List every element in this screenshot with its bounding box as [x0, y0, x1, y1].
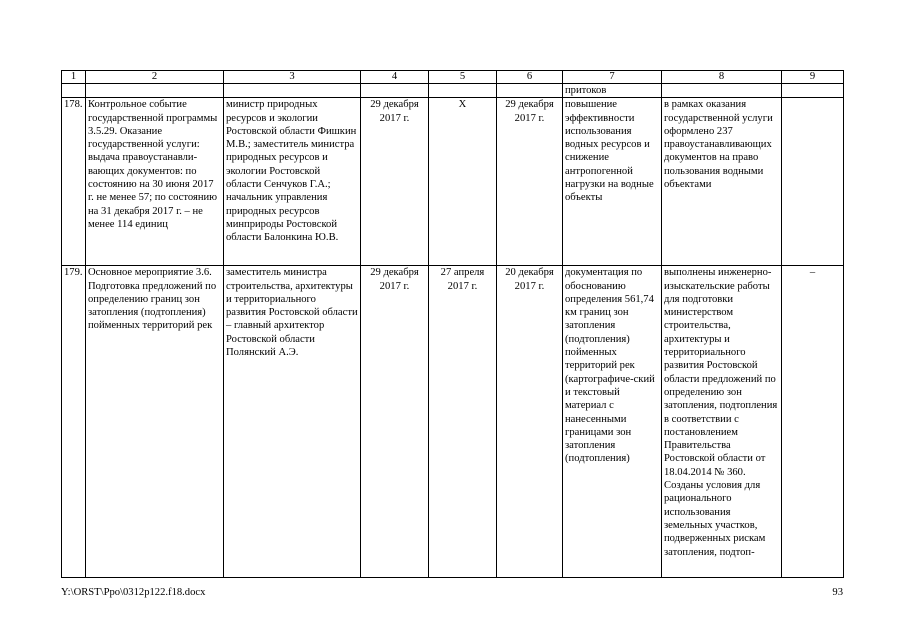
page-number: 93	[832, 587, 843, 598]
expected-result: документация по обоснованию определения 561,74 км границ зон затопления (подтопления) пойменных территорий рек (картографиче-ский и текстовый материал с нанесенными границами зон затопления (подтопления)	[563, 266, 662, 578]
actual-end-date: 29 декабря 2017 г.	[497, 98, 563, 266]
column-header: 2	[86, 71, 224, 84]
notes-cell: –	[782, 266, 844, 578]
table-cell	[361, 84, 429, 98]
column-header: 7	[563, 71, 662, 84]
notes-cell	[782, 98, 844, 266]
event-description: Основное мероприятие 3.6. Подготовка предложений по определению границ зон затопления (подтопления) пойменных территорий рек	[86, 266, 224, 578]
actual-start-date: Х	[429, 98, 497, 266]
event-description: Контрольное событие государственной программы 3.5.29. Оказание государственной услуги: выдача правоустанавли-вающих документов: по состоянию на 30 июня 2017 г. не менее 57; по состоянию на 31 декабря 2017 г. – не менее 114 единиц	[86, 98, 224, 266]
table-cell	[782, 84, 844, 98]
table-cell	[497, 84, 563, 98]
table-cell	[86, 84, 224, 98]
actual-result: выполнены инженерно-изыскательские работы для подготовки министерством строительства, архитектуры и территориального развития Ростовской области предложений по определению зон затопления, подтопления в соответствии с постановлением Правительства Ростовской области от 18.04.2014 № 360. Созданы условия для рационального использования земельных участков, подверженных рискам затопления, подтоп-	[662, 266, 782, 578]
table-row	[62, 266, 844, 578]
column-header: 4	[361, 71, 429, 84]
column-header: 3	[224, 71, 361, 84]
actual-result: в рамках оказания государственной услуги оформлено 237 правоустанавливающих документов на право пользования водными объектами	[662, 98, 782, 266]
column-header: 1	[62, 71, 86, 84]
actual-start-date: 27 апреля 2017 г.	[429, 266, 497, 578]
expected-result: повышение эффективности использования водных ресурсов и снижение антропогенной нагрузки на водные объекты	[563, 98, 662, 266]
responsible-persons: заместитель министра строительства, архитектуры и территориального развития Ростовской области – главный архитектор Ростовской области Полянский А.Э.	[224, 266, 361, 578]
planned-date: 29 декабря 2017 г.	[361, 266, 429, 578]
column-header: 6	[497, 71, 563, 84]
column-header: 8	[662, 71, 782, 84]
table-cell	[429, 84, 497, 98]
table-header-row	[62, 71, 844, 84]
column-header: 5	[429, 71, 497, 84]
row-number: 178.	[62, 98, 86, 266]
planned-date: 29 декабря 2017 г.	[361, 98, 429, 266]
table-cell	[62, 84, 86, 98]
responsible-persons: министр природных ресурсов и экологии Ростовской области Фишкин М.В.; заместитель министра природных ресурсов и экологии Ростовской области Сенчуков Г.А.; начальник управления природных ресурсов минприроды Ростовской области Балонкина Ю.В.	[224, 98, 361, 266]
row-number: 179.	[62, 266, 86, 578]
table-cell: притоков	[563, 84, 662, 98]
actual-end-date: 20 декабря 2017 г.	[497, 266, 563, 578]
table-cell	[224, 84, 361, 98]
table-row	[62, 98, 844, 266]
footer-file-path: Y:\ORST\Ppo\0312p122.f18.docx	[61, 587, 206, 598]
carry-over-row	[62, 84, 844, 98]
table-cell	[662, 84, 782, 98]
report-table	[61, 70, 844, 578]
column-header: 9	[782, 71, 844, 84]
